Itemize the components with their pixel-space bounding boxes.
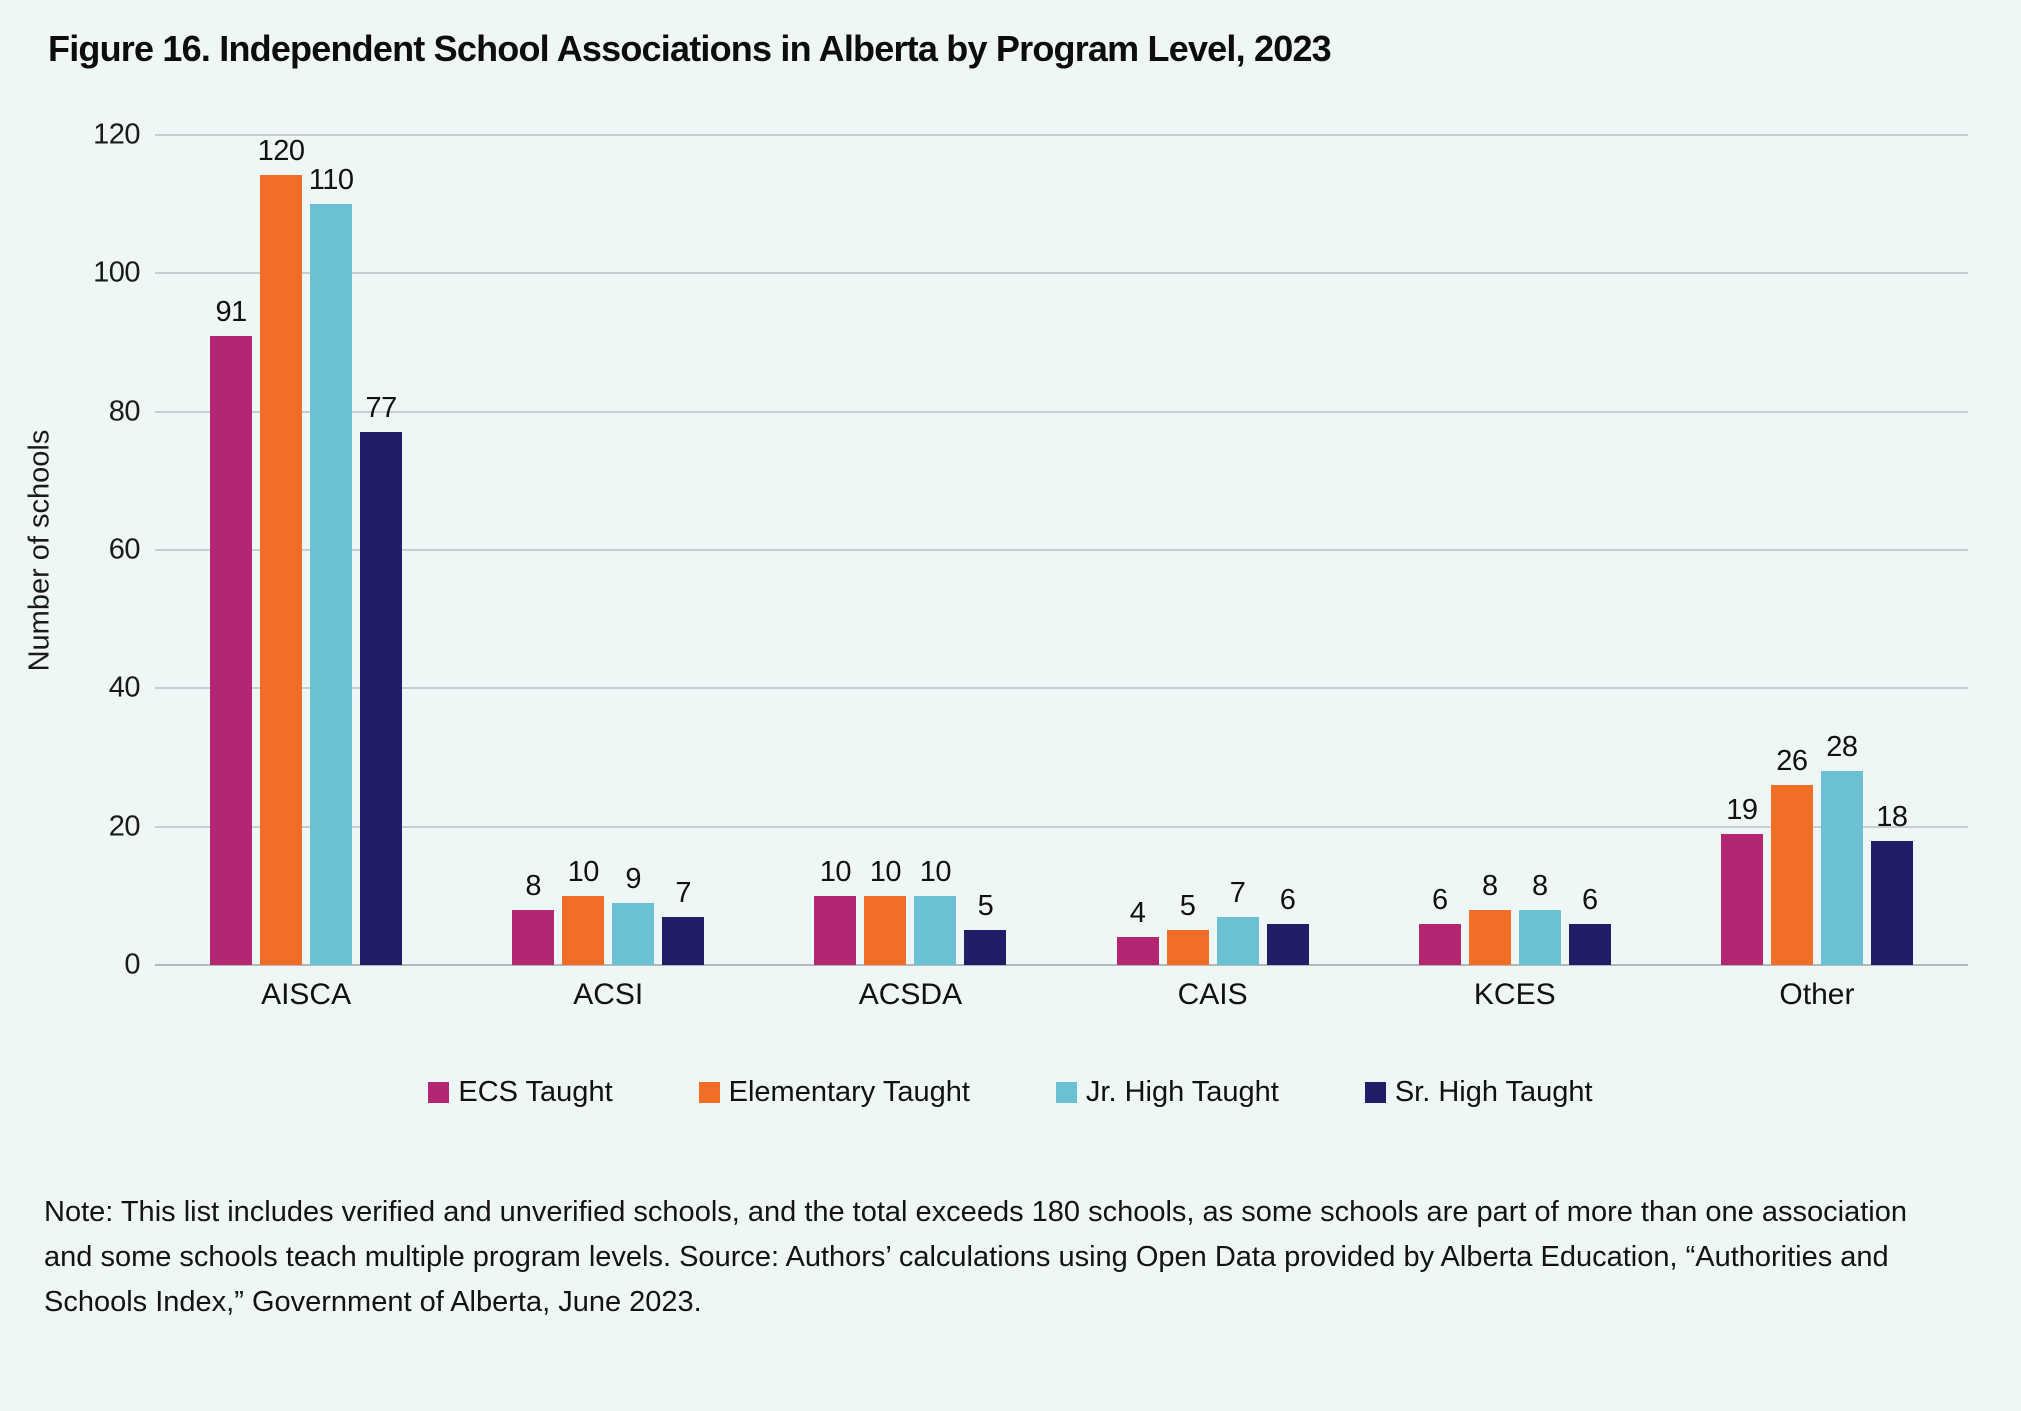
bar-value-label: 9 [625,862,642,895]
bar-column [562,135,604,965]
bar-column [210,135,252,965]
bar-value-label: 10 [919,855,952,888]
bar [662,917,704,965]
y-axis-tick-labels [0,118,140,981]
y-tick-label: 80 [108,395,140,428]
y-tick-label: 40 [108,671,140,704]
bar [964,930,1006,965]
bar [1871,841,1913,966]
bar-value-label: 28 [1826,731,1858,764]
legend-label: Elementary Taught [728,1076,970,1108]
figure-source: Source: Authors’ calculations using Open Data provided by Alberta Education, “Authorities and Schools Index,” Government of Alberta, June 2023. [44,1241,1889,1318]
bar [562,896,604,965]
y-tick-label: 60 [108,533,140,566]
bar [814,896,856,965]
bar-value-label: 6 [1431,883,1448,916]
bar [1217,917,1259,965]
bar-value-label: 7 [1229,876,1246,909]
bar [1519,910,1561,965]
bar [864,896,906,965]
y-tick-label: 0 [124,948,140,981]
bar-value-label: 10 [567,855,599,888]
bar-group [759,135,1061,965]
bar-value-label: 8 [1531,869,1548,902]
bar-group [457,135,759,965]
bar [1419,924,1461,966]
bar-groups [155,135,1968,965]
x-axis-category-label: CAIS [1177,978,1248,1011]
bar-value-label: 6 [1279,883,1296,916]
bar-column [512,135,554,965]
legend-swatch-icon [1365,1082,1386,1103]
bar [512,910,554,965]
bar [1721,834,1763,965]
bar-column [612,135,654,965]
bar-value-label: 8 [525,869,542,902]
bar-column [814,135,856,965]
legend-swatch-icon [699,1082,720,1103]
bar [1821,771,1863,965]
x-axis-category-labels [155,978,1968,1012]
legend-item [428,1076,612,1109]
bar-column [1519,135,1561,965]
bar-column [662,135,704,965]
legend-label: ECS Taught [458,1076,613,1108]
bar-value-label: 7 [675,876,692,909]
bar [310,204,352,965]
bar-column [964,135,1006,965]
bar-column [1821,135,1863,965]
bar-group [1364,135,1666,965]
bar-column [1167,135,1209,965]
figure-title: Figure 16. Independent School Associations in Alberta by Program Level, 2023 [48,28,1331,69]
x-axis-category-label: KCES [1473,978,1556,1011]
bar-value-label: 5 [977,890,994,923]
figure-notes [44,1190,1944,1325]
bar [1469,910,1511,965]
legend-label: Jr. High Taught [1085,1076,1279,1108]
bar [260,175,302,965]
bar-column [310,135,352,965]
bar [1569,924,1611,966]
legend-item [1365,1076,1593,1109]
bar-column [1267,135,1309,965]
bar-column [1117,135,1159,965]
bar [1267,924,1309,966]
bar-column [1569,135,1611,965]
bar [360,432,402,965]
bar-value-label: 26 [1776,745,1808,778]
y-axis-title: Number of schools [23,429,56,671]
figure-note: Note: This list includes verified and unverified schools, and the total exceeds 180 schools, as some schools are part of more than one association and some schools teach multiple program levels. [44,1196,1907,1273]
bar-chart-plot-area [155,135,1968,965]
bar-group [1666,135,1968,965]
chart-legend [0,1076,2021,1109]
bar [1167,930,1209,965]
bar-value-label: 77 [365,392,397,425]
bar-group [1062,135,1364,965]
bar-column [1721,135,1763,965]
x-axis-category-label: ACSI [573,978,644,1011]
bar-value-label: 10 [869,855,902,888]
legend-swatch-icon [1056,1082,1077,1103]
bar-value-label: 19 [1726,793,1758,826]
bar-column [360,135,402,965]
bar-column [864,135,906,965]
x-axis-category-label: AISCA [261,978,352,1011]
x-axis-category-label: ACSDA [858,978,963,1011]
bar-value-label: 5 [1179,890,1196,923]
bar-value-label: 8 [1481,869,1498,902]
bar-column [257,135,305,965]
legend-swatch-icon [428,1082,449,1103]
bar-column [1217,135,1259,965]
bar [1771,785,1813,965]
y-tick-label: 20 [108,810,140,843]
bar-value-label: 18 [1876,800,1908,833]
bar-column [1469,135,1511,965]
bar-value-label: 6 [1581,883,1598,916]
bar-value-label: 120 [257,135,305,167]
bar [914,896,956,965]
bar-column [1771,135,1813,965]
legend-label: Sr. High Taught [1394,1076,1593,1108]
legend-item [699,1076,970,1109]
bar-value-label: 10 [819,855,852,888]
y-tick-label: 120 [93,118,140,151]
y-tick-label: 100 [93,256,140,289]
bar [210,336,252,965]
bar-value-label: 110 [308,164,354,197]
bar-column [914,135,956,965]
bar-group [155,135,457,965]
bar-column [1871,135,1913,965]
x-axis-category-label: Other [1779,978,1855,1011]
legend-item [1056,1076,1279,1109]
bar-value-label: 91 [215,295,247,328]
bar-value-label: 4 [1129,897,1146,930]
bar [1117,937,1159,965]
bar [612,903,654,965]
bar-column [1419,135,1461,965]
